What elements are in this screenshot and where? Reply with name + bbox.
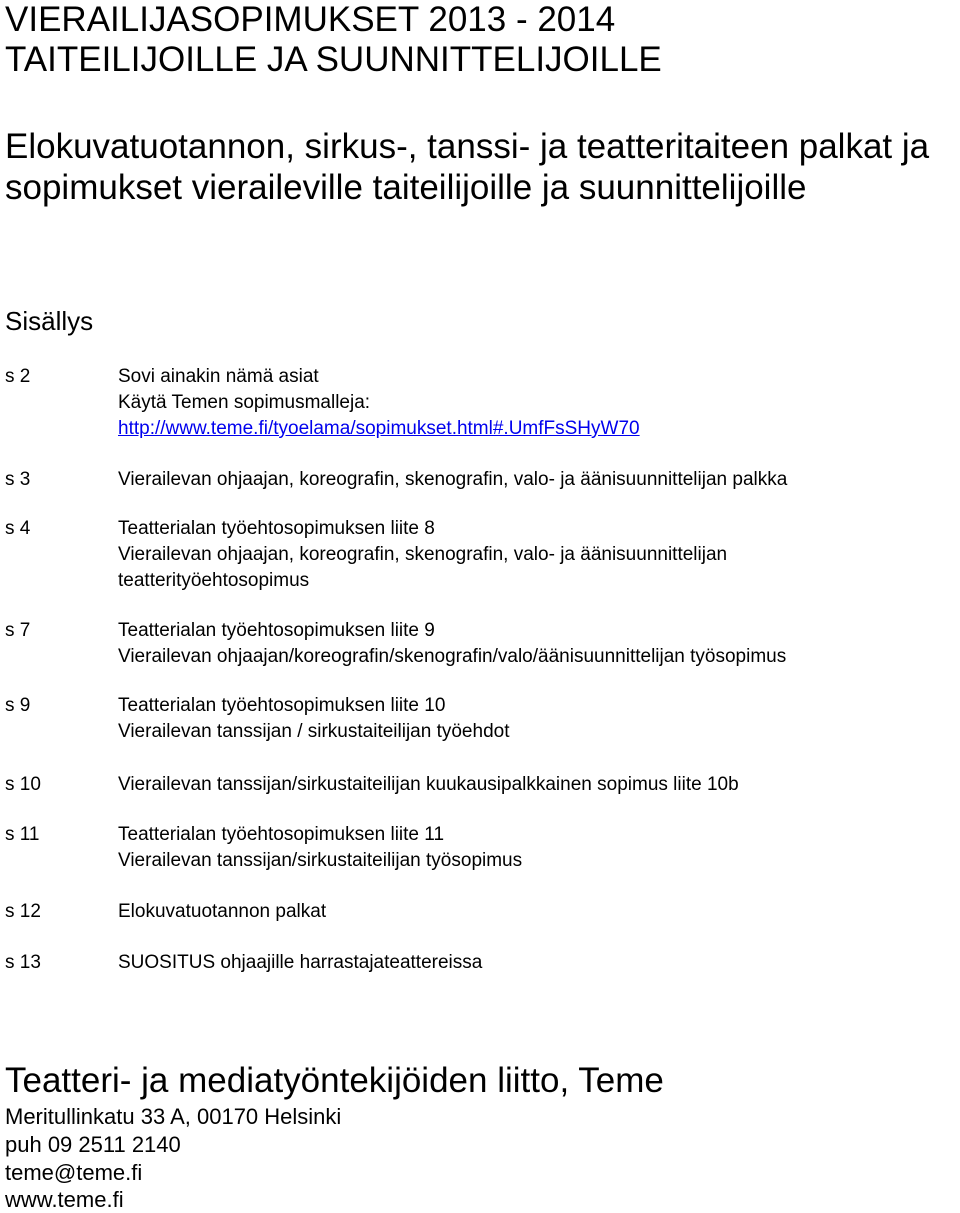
organization-phone: puh 09 2511 2140 (5, 1132, 181, 1157)
toc-entry-text (118, 693, 509, 745)
toc-line: Teatterialan työehtosopimuksen liite 8 (118, 518, 435, 539)
toc-entry-text (118, 618, 786, 670)
toc-entry-text (118, 516, 727, 594)
toc-page-number: s 10 (5, 774, 41, 795)
title-line: TAITEILIJOILLE JA SUUNNITTELIJOILLE (5, 40, 662, 79)
toc-page-number: s 11 (5, 824, 40, 845)
toc-line: Vierailevan tanssijan/sirkustaiteilijan työsopimus (118, 850, 523, 871)
toc-line: teatterityöehtosopimus (118, 570, 310, 591)
toc-page-number: s 7 (5, 620, 31, 641)
subtitle-line: sopimukset vieraileville taiteilijoille ja suunnittelijoille (5, 168, 807, 207)
toc-page-number: s 13 (5, 952, 41, 973)
title-line: VIERAILIJASOPIMUKSET 2013 - 2014 (5, 0, 616, 39)
organization-website: www.teme.fi (5, 1187, 124, 1212)
toc-page-number: s 4 (5, 518, 31, 539)
toc-page-number: s 3 (5, 469, 31, 490)
contents-heading: Sisällys (5, 306, 94, 336)
subtitle-line: Elokuvatuotannon, sirkus-, tanssi- ja teatteritaiteen palkat ja (5, 127, 930, 166)
toc-entry-text (118, 899, 326, 925)
organization-address: Meritullinkatu 33 A, 00170 Helsinki (5, 1104, 342, 1129)
toc-line: Vierailevan ohjaajan/koreografin/skenografin/valo/äänisuunnittelijan työsopimus (118, 646, 787, 667)
organization-email: teme@teme.fi (5, 1160, 143, 1185)
toc-line: Teatterialan työehtosopimuksen liite 11 (118, 824, 445, 845)
toc-entry-text (118, 822, 522, 874)
toc-entry-text (118, 772, 739, 798)
toc-line: Sovi ainakin nämä asiat (118, 366, 319, 387)
toc-line: Vierailevan tanssijan / sirkustaiteilijan työehdot (118, 721, 510, 742)
toc-page-number: s 2 (5, 366, 31, 387)
toc-line: Käytä Temen sopimusmalleja: (118, 392, 371, 413)
toc-line: SUOSITUS ohjaajille harrastajateattereissa (118, 952, 483, 973)
organization-name: Teatteri- ja mediatyöntekijöiden liitto, Teme (5, 1061, 664, 1100)
toc-page-number: s 9 (5, 695, 31, 716)
toc-entry-text (118, 364, 640, 442)
toc-line: Teatterialan työehtosopimuksen liite 10 (118, 695, 446, 716)
toc-page-number: s 12 (5, 901, 41, 922)
contract-templates-link[interactable]: http://www.teme.fi/tyoelama/sopimukset.html#.UmfFsSHyW70 (118, 418, 640, 439)
toc-line: Vierailevan tanssijan/sirkustaiteilijan kuukausipalkkainen sopimus liite 10b (118, 774, 739, 795)
toc-entry-text (118, 950, 482, 976)
toc-line: Elokuvatuotannon palkat (118, 901, 327, 922)
toc-line: Vierailevan ohjaajan, koreografin, skenografin, valo- ja äänisuunnittelijan (118, 544, 728, 565)
toc-line: Vierailevan ohjaajan, koreografin, skenografin, valo- ja äänisuunnittelijan palkka (118, 469, 788, 490)
toc-line: Teatterialan työehtosopimuksen liite 9 (118, 620, 435, 641)
toc-entry-text (118, 467, 787, 493)
